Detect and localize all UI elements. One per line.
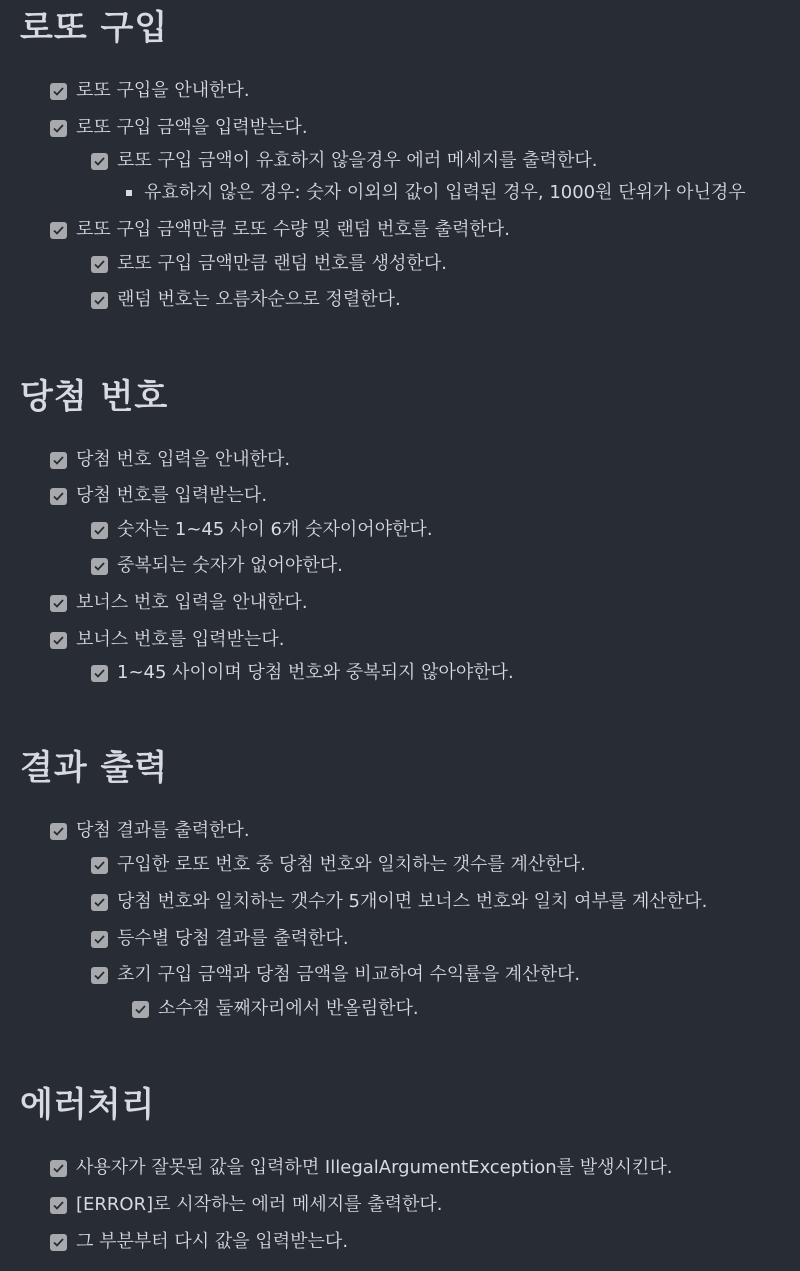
checked-checkbox[interactable]: [132, 1001, 149, 1018]
square-bullet-icon: [126, 190, 132, 196]
checklist-item: [50, 592, 308, 614]
section-heading-error-handling: 에러처리: [20, 1085, 156, 1125]
checklist-item: [91, 555, 343, 577]
checklist-item-label: 그 부분부터 다시 값을 입력받는다.: [76, 1231, 349, 1252]
checklist-item-label: 당첨 결과를 출력한다.: [76, 820, 250, 841]
checklist-item-label: 로또 구입 금액만큼 랜덤 번호를 생성한다.: [117, 253, 447, 274]
section-heading-result-output: 결과 출력: [20, 748, 169, 788]
checklist-item-label: 랜덤 번호는 오름차순으로 정렬한다.: [117, 289, 401, 310]
checklist-item-label: 당첨 번호 입력을 안내한다.: [76, 449, 291, 470]
checklist-item: [50, 820, 250, 842]
checklist-item: [50, 1231, 348, 1253]
section-heading-winning-numbers: 당첨 번호: [20, 377, 169, 417]
checklist-item: [91, 150, 597, 172]
checklist-item-label: 소수점 둘째자리에서 반올림한다.: [158, 998, 419, 1019]
checklist-item: [50, 1157, 672, 1179]
checked-checkbox[interactable]: [50, 452, 67, 469]
checked-checkbox[interactable]: [50, 120, 67, 137]
checklist-item: [50, 629, 284, 651]
checklist-item-label: 보너스 번호를 입력받는다.: [76, 629, 285, 650]
checked-checkbox[interactable]: [50, 632, 67, 649]
checklist-item-label: 초기 구입 금액과 당첨 금액을 비교하여 수익률을 계산한다.: [117, 964, 581, 985]
checked-checkbox[interactable]: [91, 522, 108, 539]
checked-checkbox[interactable]: [91, 894, 108, 911]
checklist-item-label: 숫자는 1~45 사이 6개 숫자이어야한다.: [117, 519, 433, 540]
checklist-item: [91, 854, 586, 876]
checked-checkbox[interactable]: [50, 1234, 67, 1251]
checked-checkbox[interactable]: [91, 665, 108, 682]
checklist-item-label: 당첨 번호를 입력받는다.: [76, 485, 268, 506]
checked-checkbox[interactable]: [91, 931, 108, 948]
checked-checkbox[interactable]: [91, 857, 108, 874]
checklist-item: [91, 891, 707, 913]
checklist-item-label: 중복되는 숫자가 없어야한다.: [117, 555, 343, 576]
checklist-item-label: 로또 구입 금액만큼 로또 수량 및 랜덤 번호를 출력한다.: [76, 219, 511, 240]
checked-checkbox[interactable]: [50, 488, 67, 505]
checked-checkbox[interactable]: [50, 1160, 67, 1177]
checklist-item: [91, 253, 447, 275]
checked-checkbox[interactable]: [50, 83, 67, 100]
checklist-item: [132, 998, 419, 1020]
checklist-item: [50, 117, 308, 139]
checklist-item-label: 로또 구입 금액이 유효하지 않을경우 에러 메세지를 출력한다.: [117, 150, 598, 171]
checked-checkbox[interactable]: [91, 256, 108, 273]
checklist-item-label: 1~45 사이이며 당첨 번호와 중복되지 않아야한다.: [117, 662, 514, 683]
checked-checkbox[interactable]: [50, 823, 67, 840]
checklist-item-label: 사용자가 잘못된 값을 입력하면 IllegalArgumentException를 발생시킨다.: [76, 1157, 673, 1178]
section-heading-lotto-purchase: 로또 구입: [20, 8, 169, 48]
bullet-item: [122, 182, 746, 204]
checked-checkbox[interactable]: [50, 222, 67, 239]
checklist-item-label: 구입한 로또 번호 중 당첨 번호와 일치하는 갯수를 계산한다.: [117, 854, 586, 875]
checklist-item: [91, 519, 433, 541]
checked-checkbox[interactable]: [91, 153, 108, 170]
checklist-item: [91, 289, 401, 311]
checklist-item-label: 로또 구입 금액을 입력받는다.: [76, 117, 308, 138]
checklist-item: [91, 662, 514, 684]
checklist-item: [50, 219, 510, 241]
checked-checkbox[interactable]: [50, 595, 67, 612]
checklist-item-label: 로또 구입을 안내한다.: [76, 80, 250, 101]
checklist-item: [50, 80, 250, 102]
checklist-item-label: [ERROR]로 시작하는 에러 메세지를 출력한다.: [76, 1194, 443, 1215]
bullet-item-label: 유효하지 않은 경우: 숫자 이외의 값이 입력된 경우, 1000원 단위가 아닌경우: [144, 182, 746, 203]
checked-checkbox[interactable]: [50, 1197, 67, 1214]
checked-checkbox[interactable]: [91, 292, 108, 309]
checklist-item: [50, 449, 290, 471]
checklist-item: [91, 928, 349, 950]
checked-checkbox[interactable]: [91, 967, 108, 984]
checklist-item: [50, 485, 267, 507]
checklist-item: [91, 964, 580, 986]
checklist-item-label: 보너스 번호 입력을 안내한다.: [76, 592, 308, 613]
checklist-item: [50, 1194, 443, 1216]
checklist-item-label: 당첨 번호와 일치하는 갯수가 5개이면 보너스 번호와 일치 여부를 계산한다.: [117, 891, 708, 912]
checklist-item-label: 등수별 당첨 결과를 출력한다.: [117, 928, 349, 949]
checked-checkbox[interactable]: [91, 558, 108, 575]
